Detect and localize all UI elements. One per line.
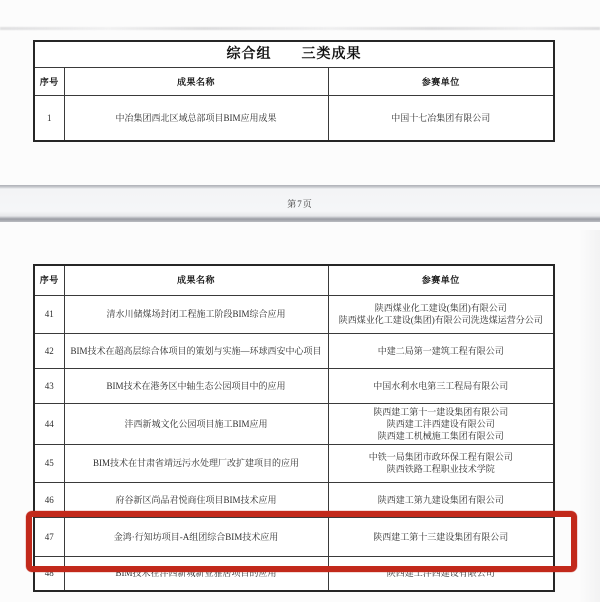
table-title-row [34, 41, 554, 68]
page-number-label: 第7页 [287, 199, 313, 209]
unit-line: 陕西建工机械施工集团有限公司 [377, 430, 504, 441]
achievement-name-cell: BIM技术在港务区中轴生态公园项目中的应用 [64, 368, 328, 403]
results-table-page7 [33, 264, 555, 592]
table-header-row [34, 265, 554, 295]
table-row [34, 96, 554, 141]
top-results-table [33, 40, 555, 142]
column-header: 成果名称 [64, 265, 328, 295]
participant-unit-cell [328, 482, 554, 517]
unit-line: 中国十七冶集团有限公司 [391, 112, 491, 123]
table-row [34, 295, 554, 333]
column-header: 序号 [34, 68, 64, 96]
achievement-name-cell: BIM技术在沣西新城新业雅居项目的应用 [64, 556, 328, 591]
unit-line: 陕西建工第十三建设集团有限公司 [373, 531, 509, 542]
row-number-cell: 47 [34, 517, 64, 556]
table-row [34, 482, 554, 517]
unit-line: 陕西建工第九建设集团有限公司 [377, 494, 504, 505]
row-number-cell: 46 [34, 482, 64, 517]
table-row [34, 368, 554, 403]
unit-line: 陕西煤业化工建设(集团)有限公司洗选煤运营分公司 [338, 315, 543, 325]
unit-line: 中铁一局集团市政环保工程有限公司 [368, 452, 513, 462]
page-separator-band [0, 185, 600, 222]
participant-unit-cell [328, 96, 554, 141]
table-row [34, 556, 554, 591]
achievement-name-cell: 沣西新城文化公园项目施工BIM应用 [64, 403, 328, 444]
column-header: 序号 [34, 265, 64, 295]
unit-line: 中建二局第一建筑工程有限公司 [377, 345, 504, 356]
unit-line: 陕西煤业化工建设(集团)有限公司 [374, 303, 507, 313]
achievement-name-cell: 府谷新区尚品君悦商住项目BIM技术应用 [64, 482, 328, 517]
achievement-name-cell: 中冶集团西北区域总部项目BIM应用成果 [64, 96, 328, 141]
participant-unit-cell [328, 295, 554, 333]
row-number-cell: 43 [34, 368, 64, 403]
participant-unit-cell [328, 444, 554, 482]
unit-line: 中国水利水电第三工程局有限公司 [373, 380, 509, 391]
column-header: 成果名称 [64, 68, 328, 96]
row-number-cell: 48 [34, 556, 64, 591]
table-header-row [34, 68, 554, 96]
table-row [34, 517, 554, 556]
participant-unit-cell [328, 517, 554, 556]
page-edge-shadow [578, 230, 600, 602]
achievement-name-cell: 清水川储煤场封闭工程施工阶段BIM综合应用 [64, 295, 328, 333]
group-title: 综合组 三类成果 [34, 41, 554, 68]
table-row [34, 333, 554, 368]
row-number-cell: 45 [34, 444, 64, 482]
row-number-cell: 42 [34, 333, 64, 368]
unit-line: 陕西铁路工程职业技术学院 [386, 464, 495, 474]
achievement-name-cell: 金鸿·行知坊项目-A组团综合BIM技术应用 [64, 517, 328, 556]
row-number-cell: 44 [34, 403, 64, 444]
table-row [34, 403, 554, 444]
achievement-name-cell: BIM技术在超高层综合体项目的策划与实施—环球西安中心项目 [64, 333, 328, 368]
scan-artifact-line [0, 27, 600, 30]
unit-line: 陕西建工第十一建设集团有限公司 [373, 406, 509, 417]
unit-line: 陕西建工沣西建设有限公司 [386, 568, 495, 579]
results-table-group [33, 40, 555, 142]
table-row [34, 444, 554, 482]
row-number-cell: 1 [34, 96, 64, 141]
column-header: 参赛单位 [328, 265, 554, 295]
column-header: 参赛单位 [328, 68, 554, 96]
participant-unit-cell [328, 368, 554, 403]
achievement-name-cell: BIM技术在甘肃省靖远污水处理厂改扩建项目的应用 [64, 444, 328, 482]
participant-unit-cell [328, 556, 554, 591]
unit-line: 陕西建工沣西建设有限公司 [386, 418, 495, 429]
bottom-results-table [33, 264, 555, 592]
row-number-cell: 41 [34, 295, 64, 333]
participant-unit-cell [328, 403, 554, 444]
participant-unit-cell [328, 333, 554, 368]
